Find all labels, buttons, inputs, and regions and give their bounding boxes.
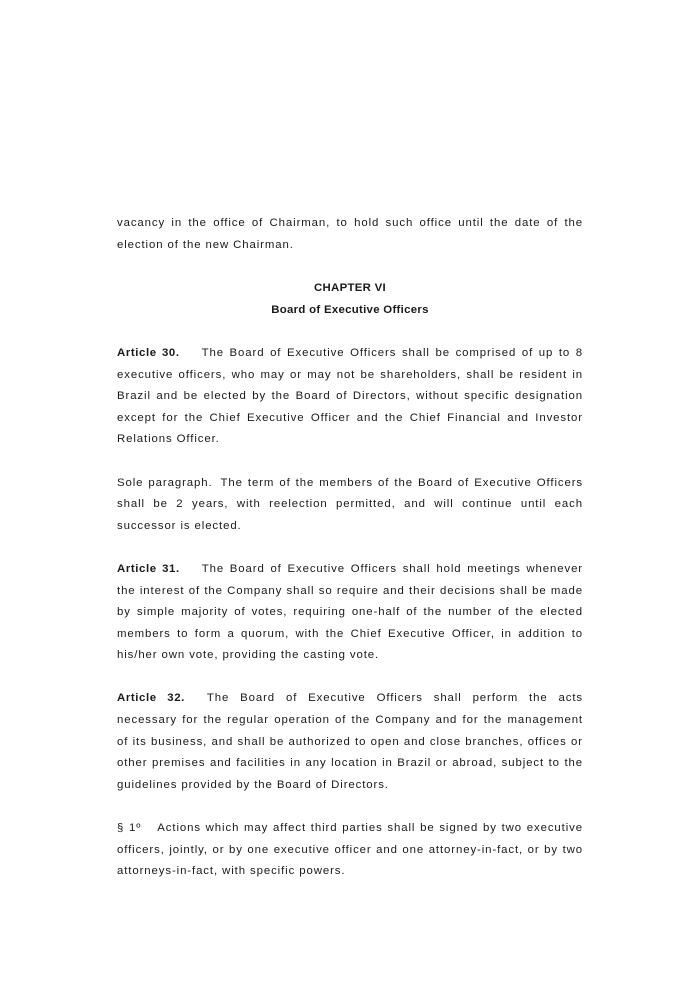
article-31-paragraph xyxy=(117,559,583,667)
sole-paragraph xyxy=(117,473,583,538)
chapter-title: Board of Executive Officers xyxy=(271,303,429,316)
section-1-text: Actions which may affect third parties shall be signed by two executive officers, jointly, or by one executive officer and one attorney-in-fact, or by two attorneys-in-fact, with specific powers. xyxy=(117,822,583,878)
article-32-paragraph xyxy=(117,688,583,796)
article-30-paragraph xyxy=(117,343,583,451)
article-31-text: The Board of Executive Officers shall hold meetings whenever the interest of the Company shall so require and their decisions shall be made by simple majority of votes, requiring one-half of the number of the elected members to form a quorum, with the Chief Executive Officer, in addition to his/her own vote, providing the casting vote. xyxy=(117,562,583,662)
sole-paragraph-heading: Sole paragraph. xyxy=(117,476,213,489)
article-32-heading: Article 32. xyxy=(117,692,185,705)
sole-paragraph-text: The term of the members of the Board of Executive Officers shall be 2 years, with reelection permitted, and will continue until each successor is elected. xyxy=(117,476,583,532)
intro-paragraph xyxy=(117,213,583,256)
section-1-paragraph xyxy=(117,818,583,883)
article-30-text: The Board of Executive Officers shall be comprised of up to 8 executive officers, who may or may not be shareholders, shall be resident in Brazil and be elected by the Board of Directors, without specific designation except for the Chief Executive Officer and the Chief Financial and Investor Relations Officer. xyxy=(117,346,583,446)
intro-text: vacancy in the office of Chairman, to hold such office until the date of the election of the new Chairman. xyxy=(117,217,583,251)
chapter-number: CHAPTER VI xyxy=(314,282,386,295)
document-page xyxy=(117,213,583,904)
article-31-heading: Article 31. xyxy=(117,562,180,575)
section-1-heading: § 1º xyxy=(117,822,142,835)
article-32-text: The Board of Executive Officers shall perform the acts necessary for the regular operation of the Company and for the management of its business, and shall be authorized to open and close branches, offices or other premises and facilities in any location in Brazil or abroad, subject to the guidelines provided by the Board of Directors. xyxy=(117,692,583,791)
article-30-heading: Article 30. xyxy=(117,346,180,359)
